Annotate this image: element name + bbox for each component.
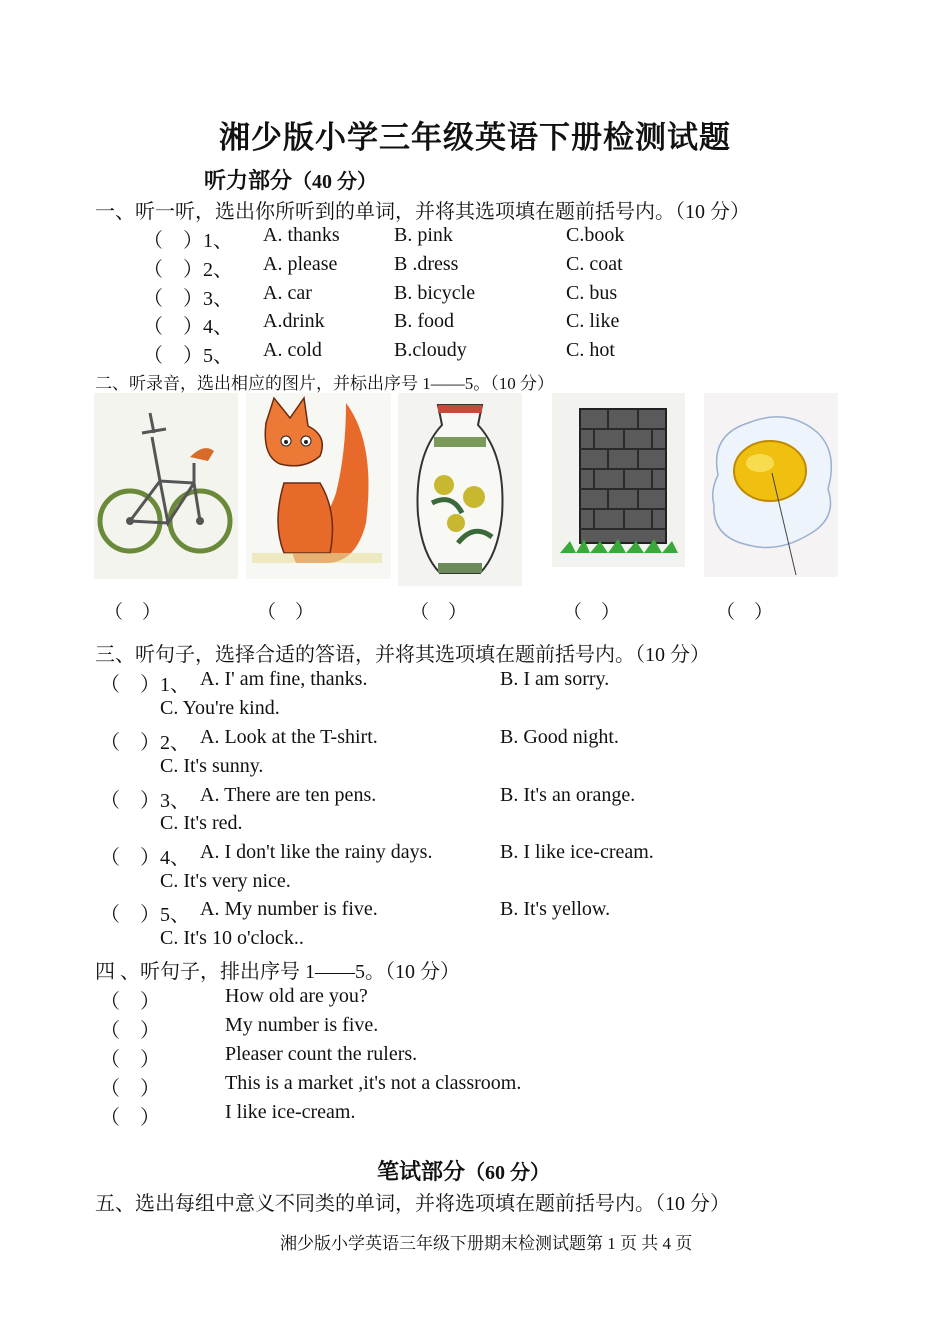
s1-row2-c: C. coat: [566, 253, 623, 275]
s4-item4-text: This is a market ,it's not a classroom.: [225, 1072, 522, 1094]
egg-picture: [704, 393, 838, 577]
writing-header: [377, 1155, 550, 1186]
s1-row1-c: C.book: [566, 224, 625, 246]
s4-item2-text: My number is five.: [225, 1014, 379, 1036]
s3-item2-a: A. Look at the T-shirt.: [200, 726, 378, 748]
s4-item1-text: How old are you?: [225, 985, 368, 1007]
s4-item3-text: Pleaser count the rulers.: [225, 1043, 418, 1065]
picture-answer-bracket-1: （ ）: [104, 602, 162, 623]
picture-answer-bracket-4: （ ）: [563, 602, 621, 623]
bicycle-picture: [94, 393, 238, 579]
listening-header-label: 听力部分: [204, 169, 293, 194]
s3-item4-a: A. I don't like the rainy days.: [200, 841, 433, 863]
s3-item4-prefix: （ ）4、: [100, 847, 190, 869]
s1-row4-num: （ ）4、: [143, 316, 233, 338]
s3-item3-c: C. It's red.: [160, 812, 243, 834]
picture-answer-bracket-3: （ ）: [410, 602, 468, 623]
s1-row3-a: A. car: [263, 282, 312, 304]
s3-item1-a: A. I' am fine, thanks.: [200, 668, 368, 690]
s3-item2-prefix: （ ）2、: [100, 732, 190, 754]
section5-instruction: 五、选出每组中意义不同类的单词，并将选项填在题前括号内。（10 分）: [95, 1193, 730, 1215]
s1-row4-a: A.drink: [263, 310, 325, 332]
s3-item5-a: A. My number is five.: [200, 898, 378, 920]
s1-row2-b: B .dress: [394, 253, 459, 275]
s4-item5-text: I like ice-cream.: [225, 1101, 356, 1123]
s3-item5-b: B. It's yellow.: [500, 898, 611, 920]
page-title: 湘少版小学三年级英语下册检测试题: [219, 120, 731, 156]
s1-row5-b: B.cloudy: [394, 339, 467, 361]
s3-item2-b: B. Good night.: [500, 726, 619, 748]
picture-answer-bracket-2: （ ）: [257, 602, 315, 623]
s4-item1-bracket: （ ）: [100, 991, 160, 1013]
writing-header-label: 笔试部分: [377, 1160, 466, 1185]
listening-header: [204, 164, 377, 195]
fox-picture: [246, 393, 391, 579]
page-footer: 湘少版小学英语三年级下册期末检测试题第 1 页 共 4 页: [280, 1234, 693, 1253]
s1-row3-b: B. bicycle: [394, 282, 476, 304]
s1-row1-a: A. thanks: [263, 224, 340, 246]
s1-row3-c: C. bus: [566, 282, 618, 304]
vase-picture: [398, 393, 522, 586]
s4-item4-bracket: （ ）: [100, 1078, 160, 1100]
section1-instruction: 一、听一听，选出你所听到的单词，并将其选项填在题前括号内。（10 分）: [95, 201, 750, 223]
s3-item1-c: C. You're kind.: [160, 697, 280, 719]
s3-item3-b: B. It's an orange.: [500, 784, 636, 806]
section2-instruction: 二、听录音，选出相应的图片，并标出序号 1——5。（10 分）: [95, 374, 554, 393]
s3-item1-prefix: （ ）1、: [100, 674, 190, 696]
wall-picture: [552, 393, 685, 567]
s3-item2-c: C. It's sunny.: [160, 755, 264, 777]
section4-instruction: 四 、听句子，排出序号 1——5。（10 分）: [95, 961, 460, 983]
writing-header-score: （60 分）: [465, 1162, 551, 1184]
s3-item4-b: B. I like ice-cream.: [500, 841, 654, 863]
s4-item3-bracket: （ ）: [100, 1049, 160, 1071]
s4-item2-bracket: （ ）: [100, 1020, 160, 1042]
s1-row5-c: C. hot: [566, 339, 615, 361]
s3-item3-a: A. There are ten pens.: [200, 784, 377, 806]
s1-row1-num: （ ）1、: [143, 230, 233, 252]
s1-row4-c: C. like: [566, 310, 620, 332]
s1-row3-num: （ ）3、: [143, 288, 233, 310]
s3-item5-c: C. It's 10 o'clock..: [160, 927, 304, 949]
s1-row5-num: （ ）5、: [143, 345, 233, 367]
picture-answer-bracket-5: （ ）: [716, 602, 774, 623]
s4-item5-bracket: （ ）: [100, 1107, 160, 1129]
s1-row2-a: A. please: [263, 253, 338, 275]
s1-row1-b: B. pink: [394, 224, 453, 246]
section3-instruction: 三、听句子，选择合适的答语，并将其选项填在题前括号内。（10 分）: [95, 644, 710, 666]
s3-item3-prefix: （ ）3、: [100, 790, 190, 812]
s3-item4-c: C. It's very nice.: [160, 870, 291, 892]
s1-row2-num: （ ）2、: [143, 259, 233, 281]
s1-row4-b: B. food: [394, 310, 454, 332]
s3-item1-b: B. I am sorry.: [500, 668, 610, 690]
listening-header-score: （40 分）: [292, 171, 378, 193]
s1-row5-a: A. cold: [263, 339, 322, 361]
s3-item5-prefix: （ ）5、: [100, 904, 190, 926]
